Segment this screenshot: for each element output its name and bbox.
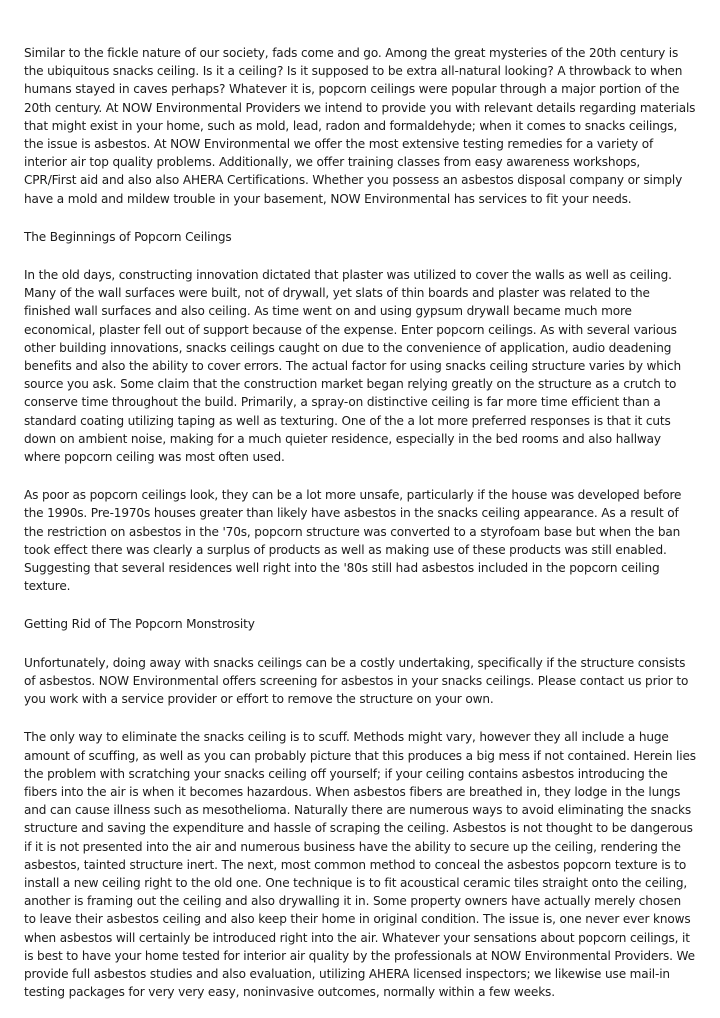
history-paragraph: In the old days, constructing innovation dictated that plaster was utilized to cover the walls as well as ceiling. Many of the wall surfaces were built, not of drywall, yet slats of thin boards and plaster was related to the finished wall surfaces and also ceiling. As time went on and using gypsum drywall became much more economical, plaster fell out of support because of the expense. Enter popcorn ceilings. As with several various other building innovations, snacks ceilings caught on due to the convenience of application, audio deadening benefits and also the ability to cover errors. The actual factor for using snacks ceiling structure varies by which source you ask. Some claim that the construction market began relying greatly on the structure as a crutch to conserve time throughout the build. Primarily, a spray-on distinctive ceiling is far more time efficient than a standard coating utilizing taping as well as texturing. One of the a lot more preferred responses is that it cuts down on ambient noise, making for a much quieter residence, especially in the bed rooms and also hallway where popcorn ceiling was most often used. <box>24 268 682 465</box>
removal-methods-paragraph: The only way to eliminate the snacks ceiling is to scuff. Methods might vary, however they all include a huge amount of scuffing, as well as you can probably picture that this produces a big mess if not contained. Herein lies the problem with scratching your snacks ceiling off yourself; if your ceiling contains asbestos introducing the fibers into the air is when it becomes hazardous. When asbestos fibers are breathed in, they lodge in the lungs and can cause illness such as mesothelioma. Naturally there are numerous ways to avoid eliminating the snacks structure and saving the expenditure and hassle of scraping the ceiling. Asbestos is not thought to be dangerous if it is not presented into the air and numerous business have the ability to secure up the ceiling, rendering the asbestos, tainted structure inert. The next, most common method to conceal the asbestos popcorn texture is to install a new ceiling right to the old one. One technique is to fit acoustical ceramic tiles straight onto the ceiling, another is framing out the ceiling and also drywalling it in. Some property owners have actually merely chosen to leave their asbestos ceiling and also keep their home in original condition. The issue is, one never ever knows when asbestos will certainly be introduced right into the air. Whatever your sensations about popcorn ceilings, it is best to have your home tested for interior air quality by the professionals at NOW Environmental Providers. We provide full asbestos studies and also evaluation, utilizing AHERA licensed inspectors; we likewise use mail-in testing packages for very very easy, noninvasive outcomes, normally within a few weeks. <box>24 730 696 1000</box>
section-heading-beginnings: The Beginnings of Popcorn Ceilings <box>24 229 232 244</box>
removal-cost-paragraph: Unfortunately, doing away with snacks ceilings can be a costly undertaking, specifically if the structure consists of asbestos. NOW Environmental offers screening for asbestos in your snacks ceilings. Please contact us prior to you work with a service provider or effort to remove the structure on your own. <box>24 655 689 707</box>
asbestos-danger-paragraph: As poor as popcorn ceilings look, they can be a lot more unsafe, particularly if the house was developed before the 1990s. Pre-1970s houses greater than likely have asbestos in the snacks ceiling appearance. As a result of the restriction on asbestos in the '70s, popcorn structure was converted to a styrofoam base but when the ban took effect there was clearly a surplus of products as well as making use of these products was still enabled. Suggesting that several residences well right into the '80s still had asbestos included in the popcorn ceiling texture. <box>24 488 682 594</box>
intro-paragraph: Similar to the fickle nature of our society, fads come and go. Among the great mysteries of the 20th century is the ubiquitous snacks ceiling. Is it a ceiling? Is it supposed to be extra all-natural looking? A throwback to when humans stayed in caves perhaps? Whatever it is, popcorn ceilings were popular through a major portion of the 20th century. At NOW Environmental Providers we intend to provide you with relevant details regarding materials that might exist in your home, such as mold, lead, radon and formaldehyde; when it comes to snacks ceilings, the issue is asbestos. At NOW Environmental we offer the most extensive testing remedies for a variety of interior air top quality problems. Additionally, we offer training classes from easy awareness workshops, CPR/First aid and also also AHERA Certifications. Whether you possess an asbestos disposal company or simply have a mold and mildew trouble in your basement, NOW Environmental has services to fit your needs. <box>24 46 696 206</box>
section-heading-removal: Getting Rid of The Popcorn Monstrosity <box>24 617 255 632</box>
